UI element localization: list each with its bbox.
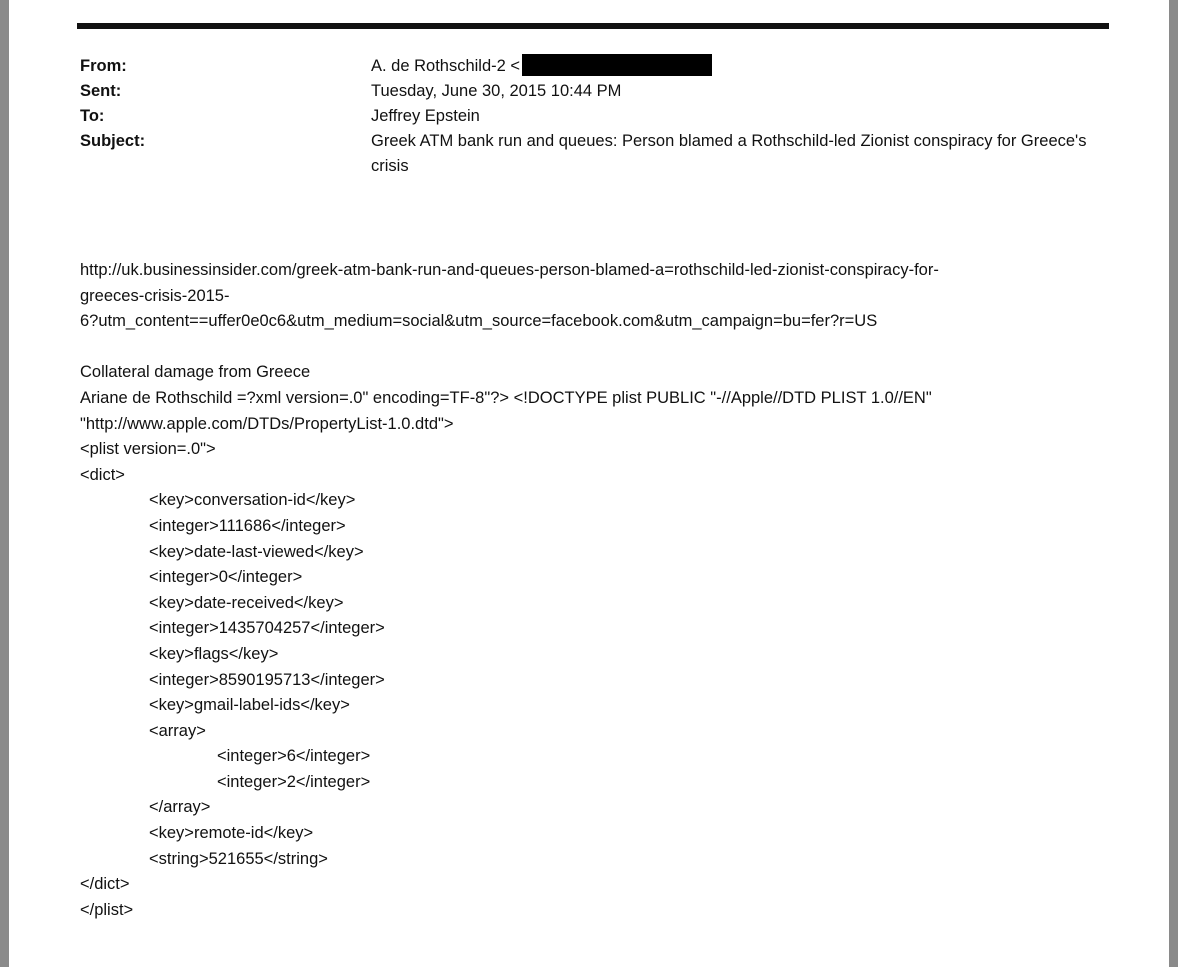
body-line: <key>conversation-id</key>: [149, 491, 356, 510]
body-line: </plist>: [80, 900, 134, 919]
redaction-block: [522, 54, 712, 76]
body-line: <key>date-received</key>: [149, 593, 344, 612]
sent-value: Tuesday, June 30, 2015 10:44 PM: [371, 82, 622, 100]
body-line: <integer>8590195713</integer>: [149, 670, 385, 689]
email-body: [80, 258, 1110, 923]
sent-row: [80, 79, 1110, 104]
url-line: http://uk.businessinsider.com/greek-atm-bank-run-and-queues-person-blamed-a=rothschild-led-zionist-conspiracy-for-: [80, 261, 939, 279]
body-line: <string>521655</string>: [149, 849, 328, 868]
body-line: <key>date-last-viewed</key>: [149, 542, 364, 561]
body-line: "http://www.apple.com/DTDs/PropertyList-1.0.dtd">: [80, 414, 454, 433]
subject-value: Greek ATM bank run and queues: Person blamed a Rothschild-led Zionist conspiracy for Greece's crisis: [371, 132, 1087, 175]
from-row: [80, 54, 1110, 79]
url-line: greeces-crisis-2015-: [80, 286, 230, 305]
body-line: <array>: [149, 721, 206, 740]
from-label: From:: [80, 57, 127, 75]
body-line: <integer>1435704257</integer>: [149, 619, 385, 638]
body-line: <dict>: [80, 465, 125, 484]
to-label: To:: [80, 107, 105, 125]
to-row: [80, 104, 1110, 129]
body-line: </dict>: [80, 875, 130, 894]
spacer: [80, 335, 1110, 361]
body-line: <key>remote-id</key>: [149, 824, 314, 843]
subject-row: [80, 129, 1110, 179]
top-divider: [77, 23, 1109, 29]
body-line: </array>: [149, 798, 211, 817]
body-line: <integer>0</integer>: [149, 568, 303, 587]
body-line: <integer>111686</integer>: [149, 516, 346, 535]
body-line: <key>gmail-label-ids</key>: [149, 696, 350, 715]
document-page: [9, 0, 1169, 967]
body-line: <plist version=.0">: [80, 440, 216, 459]
body-line: <integer>2</integer>: [217, 772, 371, 791]
subject-label: Subject:: [80, 132, 146, 150]
from-sender: A. de Rothschild-2 <: [371, 57, 521, 75]
body-line: Ariane de Rothschild =?xml version=.0" encoding=TF-8"?> <!DOCTYPE plist PUBLIC "-//Apple//DTD PLIST 1.0//EN": [80, 388, 932, 407]
url-line: 6?utm_content==uffer0e0c6&utm_medium=social&utm_source=facebook.com&utm_campaign=bu=fer?r=US: [80, 312, 878, 331]
to-value: Jeffrey Epstein: [371, 107, 480, 125]
body-line: <integer>6</integer>: [217, 747, 371, 766]
body-line: Collateral damage from Greece: [80, 363, 311, 382]
sent-label: Sent:: [80, 82, 122, 100]
email-header: [80, 54, 1110, 179]
from-value: [371, 54, 1110, 79]
body-line: <key>flags</key>: [149, 644, 279, 663]
